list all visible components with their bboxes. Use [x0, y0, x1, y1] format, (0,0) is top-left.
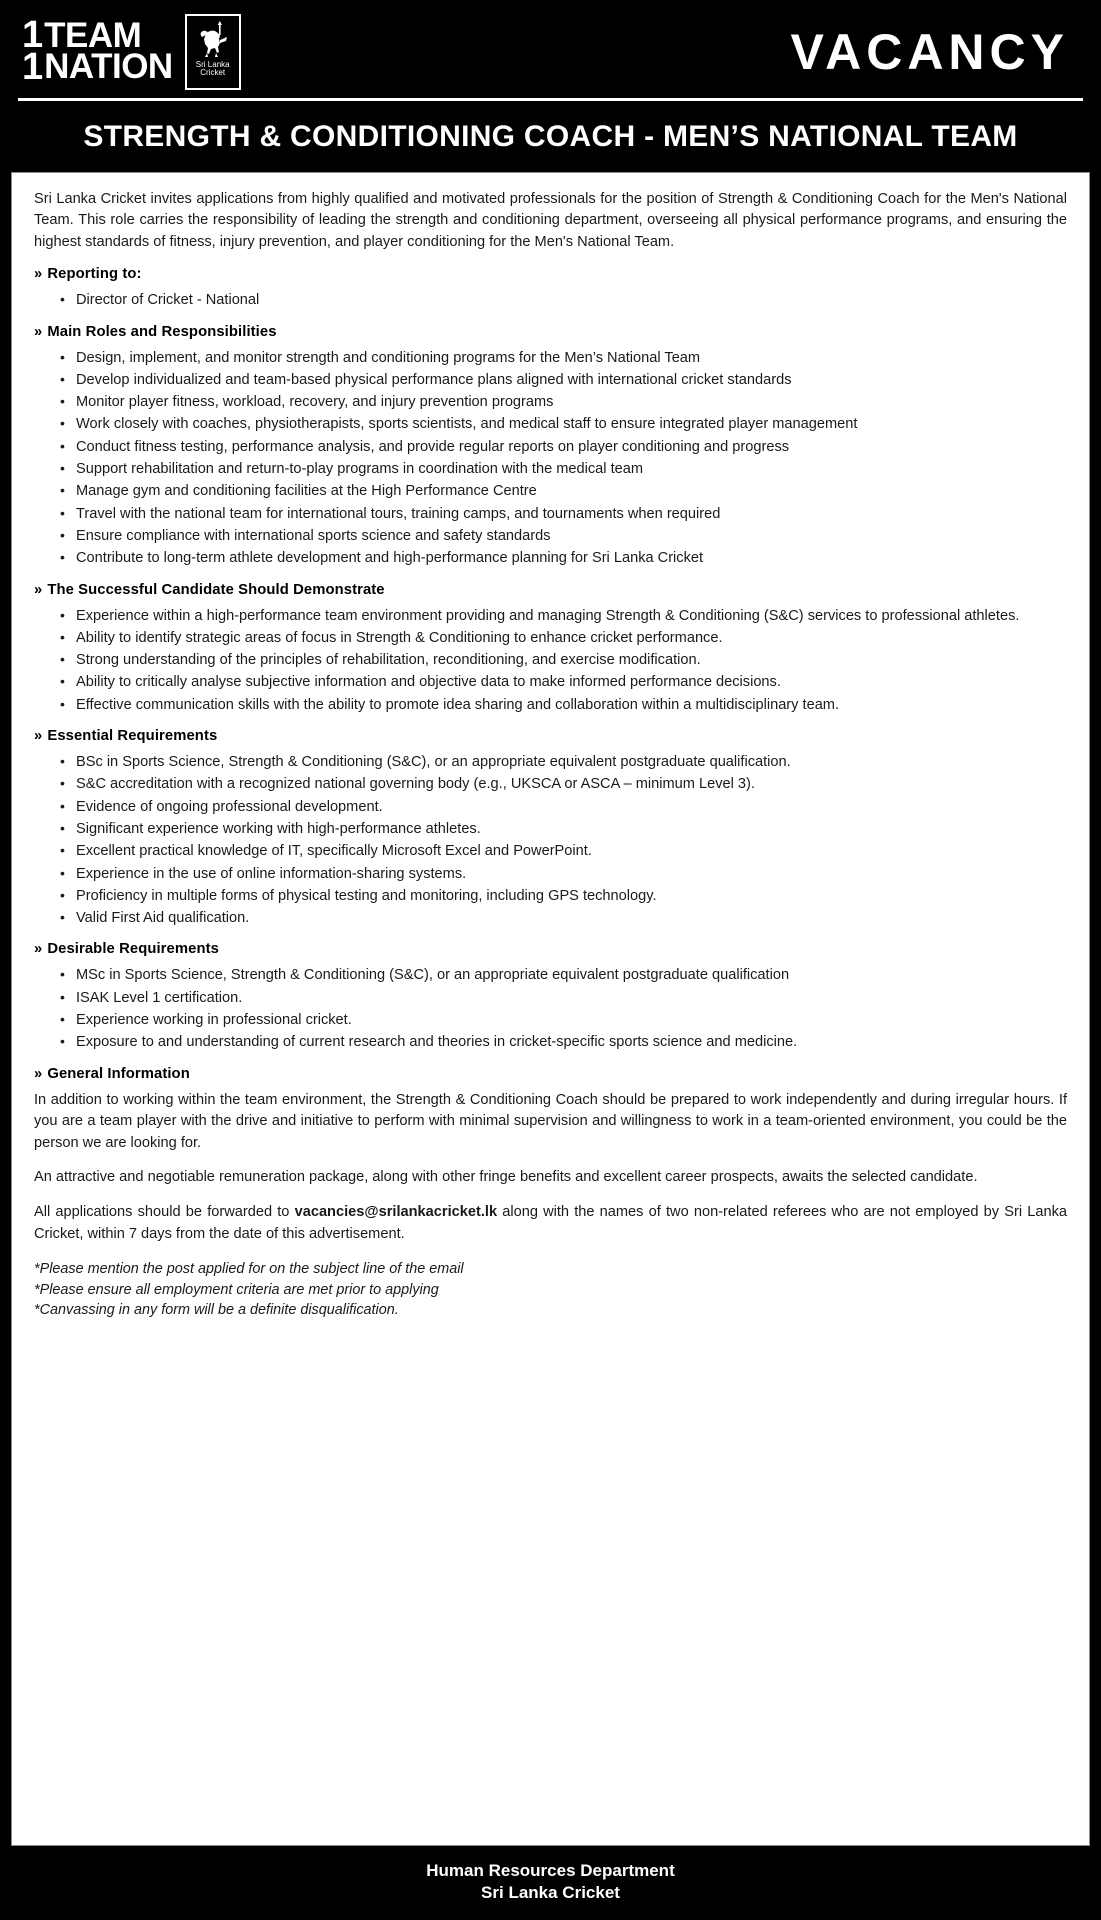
section-heading-main-roles-and-responsibilities [34, 324, 1067, 340]
list-item: • Experience in the use of online information-sharing systems. [60, 864, 1067, 885]
list-item: • Design, implement, and monitor strength and conditioning programs for the Men’s National Team [60, 348, 1067, 369]
footnote-line: *Please mention the post applied for on the subject line of the email [34, 1261, 464, 1278]
list-item: • Ability to identify strategic areas of focus in Strength & Conditioning to enhance cricket performance. [60, 628, 1067, 649]
section-heading-general-information [34, 1066, 1067, 1082]
chevron-double-right-icon: » [34, 1065, 43, 1082]
application-prefix-text: All applications should be forwarded to [34, 1203, 295, 1220]
list-item: • Conduct fitness testing, performance analysis, and provide regular reports on player conditioning and progress [60, 437, 1067, 458]
list-item: • Work closely with coaches, physiotherapists, sports scientists, and medical staff to ensure integrated player management [60, 414, 1067, 435]
section-heading-label: The Successful Candidate Should Demonstrate [47, 581, 385, 598]
application-suffix-text: along with the names of two non-related referees who are not employed by Sri Lanka Cricket, within 7 days from the date of this advertisement. [34, 1203, 1067, 1242]
content-panel [11, 172, 1090, 1846]
poster-header [0, 0, 1101, 90]
section-heading-label: Main Roles and Responsibilities [47, 323, 277, 340]
section-heading-label: Essential Requirements [47, 728, 218, 745]
section-heading-reporting-to [34, 266, 1067, 282]
general-info-paragraph-1: In addition to working within the team environment, the Strength & Conditioning Coach should be prepared to work independently and during irregular hours. If you are a team player with the drive and initiative to perform with minimal supervision and willingness to work in a team-oriented environment, you could be the person we are looking for. [34, 1091, 1067, 1151]
chevron-double-right-icon: » [34, 581, 43, 598]
slc-brand-logo [22, 14, 241, 90]
list-item: • MSc in Sports Science, Strength & Conditioning (S&C), or an appropriate equivalent postgraduate qualification [60, 965, 1067, 986]
list-item: • Significant experience working with high-performance athletes. [60, 819, 1067, 840]
intro-paragraph: Sri Lanka Cricket invites applications from highly qualified and motivated professionals for the position of Strength & Conditioning Coach for the Men's National Team. This role carries the responsibility of leading the strength and conditioning department, overseeing all physical performance programs, and ensuring the highest standards of fitness, injury prevention, and player conditioning for the Men's National Team. [34, 190, 1067, 251]
list-item: • ISAK Level 1 certification. [60, 988, 1067, 1009]
logo-numeral-top: 1 [22, 14, 43, 57]
chevron-double-right-icon: » [34, 941, 43, 958]
footer-organization: Sri Lanka Cricket [481, 1882, 620, 1902]
section-bullet-list [34, 348, 1067, 570]
list-item: • BSc in Sports Science, Strength & Conditioning (S&C), or an appropriate equivalent postgraduate qualification. [60, 752, 1067, 773]
list-item: • Ability to critically analyse subjective information and objective data to make informed performance decisions. [60, 672, 1067, 693]
one-team-one-nation-logo [22, 14, 173, 88]
list-item: • Effective communication skills with the ability to promote idea sharing and collaboration within a multidisciplinary team. [60, 695, 1067, 716]
section-bullet-list [34, 965, 1067, 1053]
vacancy-heading: VACANCY [790, 24, 1069, 80]
chevron-double-right-icon: » [34, 266, 43, 283]
emblem-caption [196, 61, 230, 78]
list-item: • Strong understanding of the principles of rehabilitation, reconditioning, and exercise modification. [60, 650, 1067, 671]
chevron-double-right-icon: » [34, 728, 43, 745]
list-item: • Proficiency in multiple forms of physical testing and monitoring, including GPS technology. [60, 886, 1067, 907]
sri-lanka-cricket-emblem [185, 14, 241, 90]
logo-word-nation: NATION [44, 47, 173, 86]
list-item: • Experience within a high-performance team environment providing and managing Strength & Conditioning (S&C) services to professional athletes. [60, 606, 1067, 627]
general-information-heading-label: General Information [47, 1065, 190, 1082]
list-item: • Director of Cricket - National [60, 290, 1067, 311]
list-item: • Exposure to and understanding of current research and theories in cricket-specific sports science and medicine. [60, 1032, 1067, 1053]
chevron-double-right-icon: » [34, 323, 43, 340]
logo-wordmark [44, 16, 173, 86]
list-item: • Monitor player fitness, workload, recovery, and injury prevention programs [60, 392, 1067, 413]
job-title: STRENGTH & CONDITIONING COACH - MEN’S NATIONAL TEAM [83, 120, 1018, 153]
emblem-caption-line1: Sri Lanka [195, 60, 230, 69]
general-info-paragraph-2: An attractive and negotiable remuneration package, along with other fringe benefits and excellent career prospects, awaits the selected candidate. [34, 1169, 978, 1186]
section-heading-label: Desirable Requirements [47, 941, 219, 958]
list-item: • Travel with the national team for international tours, training camps, and tournaments when required [60, 504, 1067, 525]
section-heading-essential-requirements [34, 728, 1067, 744]
list-item: • Excellent practical knowledge of IT, specifically Microsoft Excel and PowerPoint. [60, 841, 1067, 862]
logo-numeral-bottom: 1 [22, 46, 43, 88]
list-item: • Valid First Aid qualification. [60, 908, 1067, 929]
list-item: • Develop individualized and team-based physical performance plans aligned with international cricket standards [60, 370, 1067, 391]
footnote-line: *Please ensure all employment criteria are met prior to applying [34, 1281, 439, 1298]
application-instructions [34, 1202, 1067, 1245]
application-email-address[interactable]: vacancies@srilankacricket.lk [294, 1203, 498, 1220]
emblem-caption-line2: Cricket [200, 68, 226, 78]
section-bullet-list [34, 752, 1067, 929]
logo-numerals [22, 14, 43, 88]
lion-icon [196, 20, 230, 60]
logo-word-team: TEAM [44, 16, 142, 56]
section-bullet-list [34, 606, 1067, 716]
sections-container [34, 266, 1067, 1053]
footnotes-container [34, 1259, 1067, 1320]
poster-footer [0, 1846, 1101, 1920]
section-bullet-list [34, 290, 1067, 311]
section-heading-label: Reporting to: [47, 266, 142, 283]
list-item: • Ensure compliance with international sports science and safety standards [60, 526, 1067, 547]
footnote-line: *Canvassing in any form will be a definite disqualification. [34, 1302, 399, 1319]
list-item: • Contribute to long-term athlete development and high-performance planning for Sri Lanka Cricket [60, 548, 1067, 569]
section-heading-the-successful-candidate-should-demonstrate [34, 582, 1067, 598]
list-item: • Experience working in professional cricket. [60, 1010, 1067, 1031]
footer-department: Human Resources Department [426, 1860, 675, 1880]
list-item: • Evidence of ongoing professional development. [60, 797, 1067, 818]
section-heading-desirable-requirements [34, 941, 1067, 957]
list-item: • Support rehabilitation and return-to-play programs in coordination with the medical team [60, 459, 1067, 480]
list-item: • S&C accreditation with a recognized national governing body (e.g., UKSCA or ASCA – minimum Level 3). [60, 774, 1067, 795]
list-item: • Manage gym and conditioning facilities at the High Performance Centre [60, 481, 1067, 502]
